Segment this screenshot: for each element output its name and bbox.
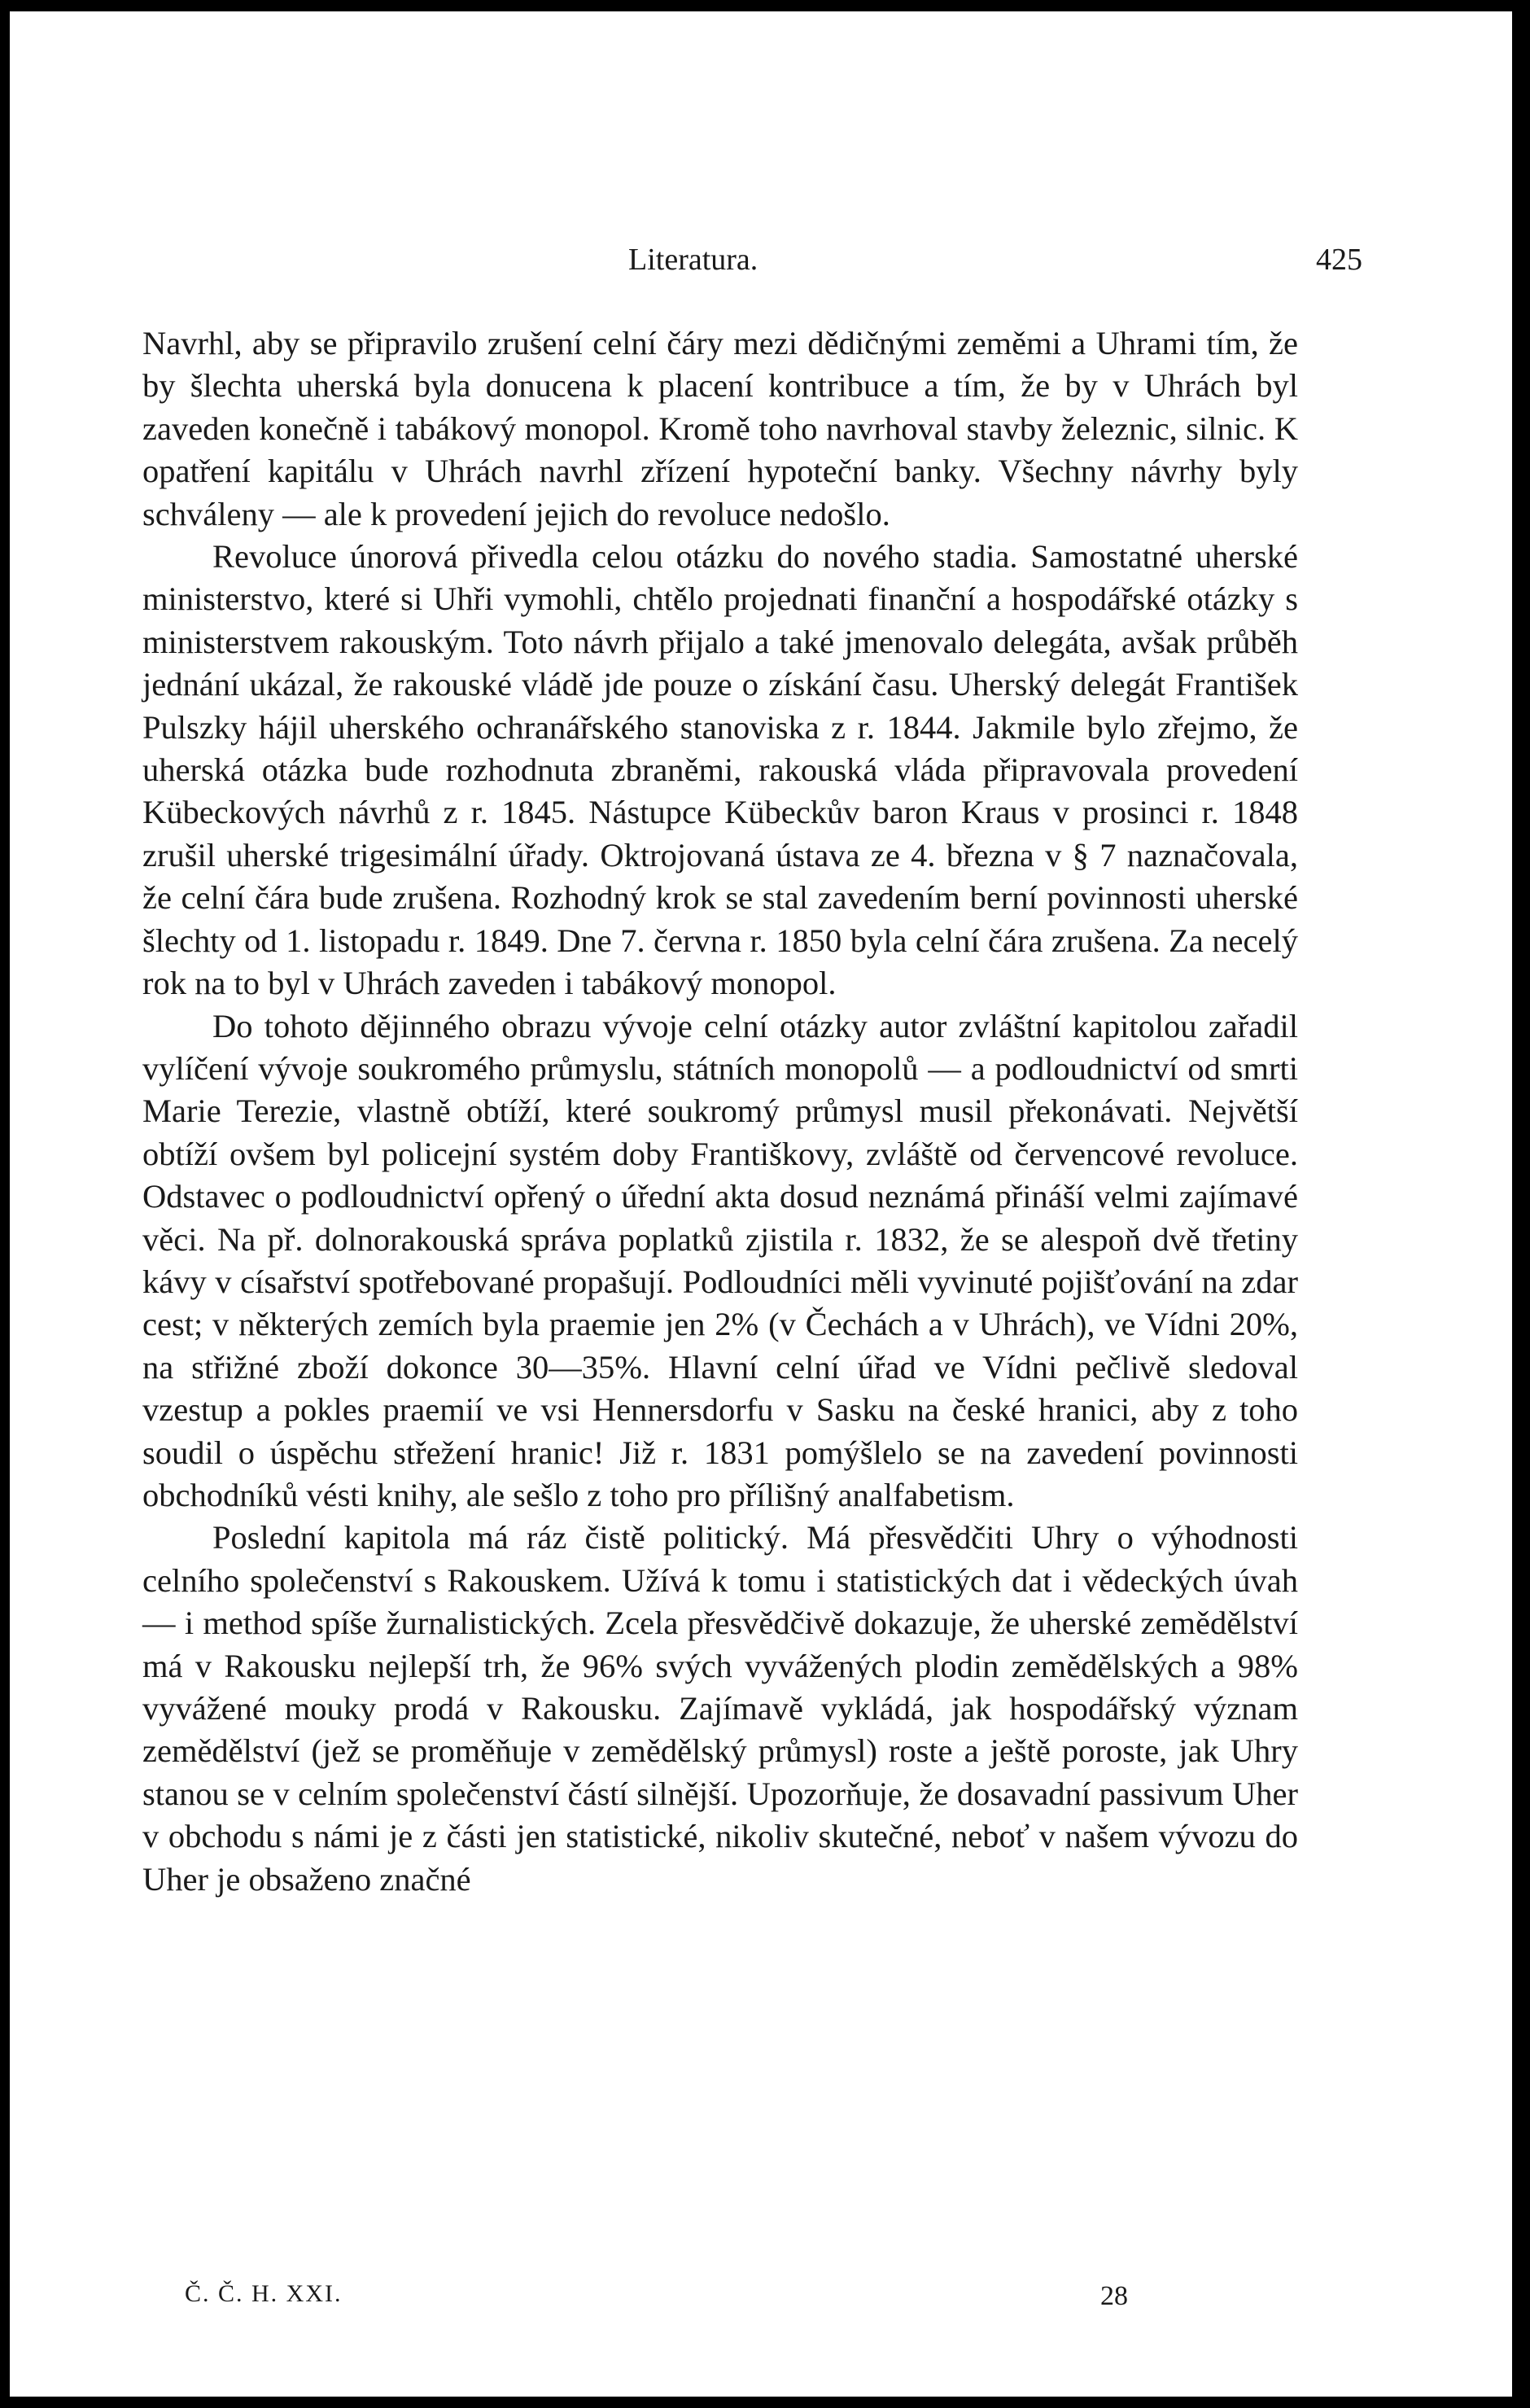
running-title: Literatura. <box>628 243 758 277</box>
sheet-number: 28 <box>1100 2281 1128 2311</box>
paragraph: Revoluce únorová přivedla celou otázku do nového stadia. Samostatné uherské ministerstvo, které si Uhři vymohli, chtělo projednati finanční a hospodářské otázky s ministerstvem rakouským. Toto návrh přijalo a také jmenovalo delegáta, avšak průběh jednání ukázal, že rakouské vládě jde pouze o získání času. Uherský delegát František Pulszky hájil uherského ochranářského stanoviska z r. 1844. Jakmile bylo zřejmo, že uherská otázka bude rozhodnuta zbraněmi, rakouská vláda připravovala provedení Kübeckových návrhů z r. 1845. Nástupce Kübeckův baron Kraus v prosinci r. 1848 zrušil uherské trigesimální úřady. Oktrojovaná ústava ze 4. března v § 7 naznačovala, že celní čára bude zrušena. Rozhodný krok se stal zavedením berní povinnosti uherské šlechty od 1. listopadu r. 1849. Dne 7. června r. 1850 byla celní čára zrušena. Za necelý rok na to byl v Uhrách zaveden i tabákový monopol. <box>142 538 1298 1002</box>
book-page <box>10 11 1512 2397</box>
page-number: 425 <box>1316 243 1362 277</box>
body-text <box>142 322 1298 1901</box>
paragraph: Do tohoto dějinného obrazu vývoje celní otázky autor zvláštní kapitolou zařadil vylíčení vývoje soukromého průmyslu, státních monopolů — a podloudnictví od smrti Marie Terezie, vlastně obtíží, které soukromý průmysl musil překonávati. Největší obtíží ovšem byl policejní systém doby Františkovy, zvláště od červencové revoluce. Odstavec o podloudnictví opřený o úřední akta dosud neznámá přináší velmi zajímavé věci. Na př. dolnorakouská správa poplatků zjistila r. 1832, že se alespoň dvě třetiny kávy v císařství spotřebované propašují. Podloudníci měli vyvinuté pojišťování na zdar cest; v některých zemích byla praemie jen 2% (v Čechách a v Uhrách), ve Vídni 20%, na střižné zboží dokonce 30—35%. Hlavní celní úřad ve Vídni pečlivě sledoval vzestup a pokles praemií ve vsi Hennersdorfu v Sasku na české hranici, aby z toho soudil o úspěchu střežení hranic! Již r. 1831 pomýšlelo se na zavedení povinnosti obchodníků vésti knihy, ale sešlo z toho pro přílišný analfabetism. <box>142 1007 1298 1513</box>
paragraph: Navrhl, aby se připravilo zrušení celní čáry mezi dědičnými zeměmi a Uhrami tím, že by šlechta uherská byla donucena k placení kontribuce a tím, že by v Uhrách byl zaveden konečně i tabákový monopol. Kromě toho navrhoval stavby železnic, silnic. K opatření kapitálu v Uhrách navrhl zřízení hypoteční banky. Všechny návrhy byly schváleny — ale k provedení jejich do revoluce nedošlo. <box>142 325 1298 532</box>
journal-signature: Č. Č. H. XXI. <box>185 2280 343 2307</box>
paragraph: Poslední kapitola má ráz čistě politický. Má přesvědčiti Uhry o výhodnosti celního společenství s Rakouskem. Užívá k tomu i statistických dat i vědeckých úvah — i method spíše žurnalistických. Zcela přesvědčivě dokazuje, že uherské zemědělství má v Rakousku nejlepší trh, že 96% svých vyvážených plodin zemědělských a 98% vyvážené mouky prodá v Rakousku. Zajímavě vykládá, jak hospodářský význam zemědělství (jež se proměňuje v zemědělský průmysl) roste a ještě poroste, jak Uhry stanou se v celním společenství částí silnější. Upozorňuje, že dosavadní passivum Uher v obchodu s námi je z části jen statistické, nikoliv skutečné, neboť v našem vývozu do Uher je obsaženo značné <box>142 1519 1298 1898</box>
